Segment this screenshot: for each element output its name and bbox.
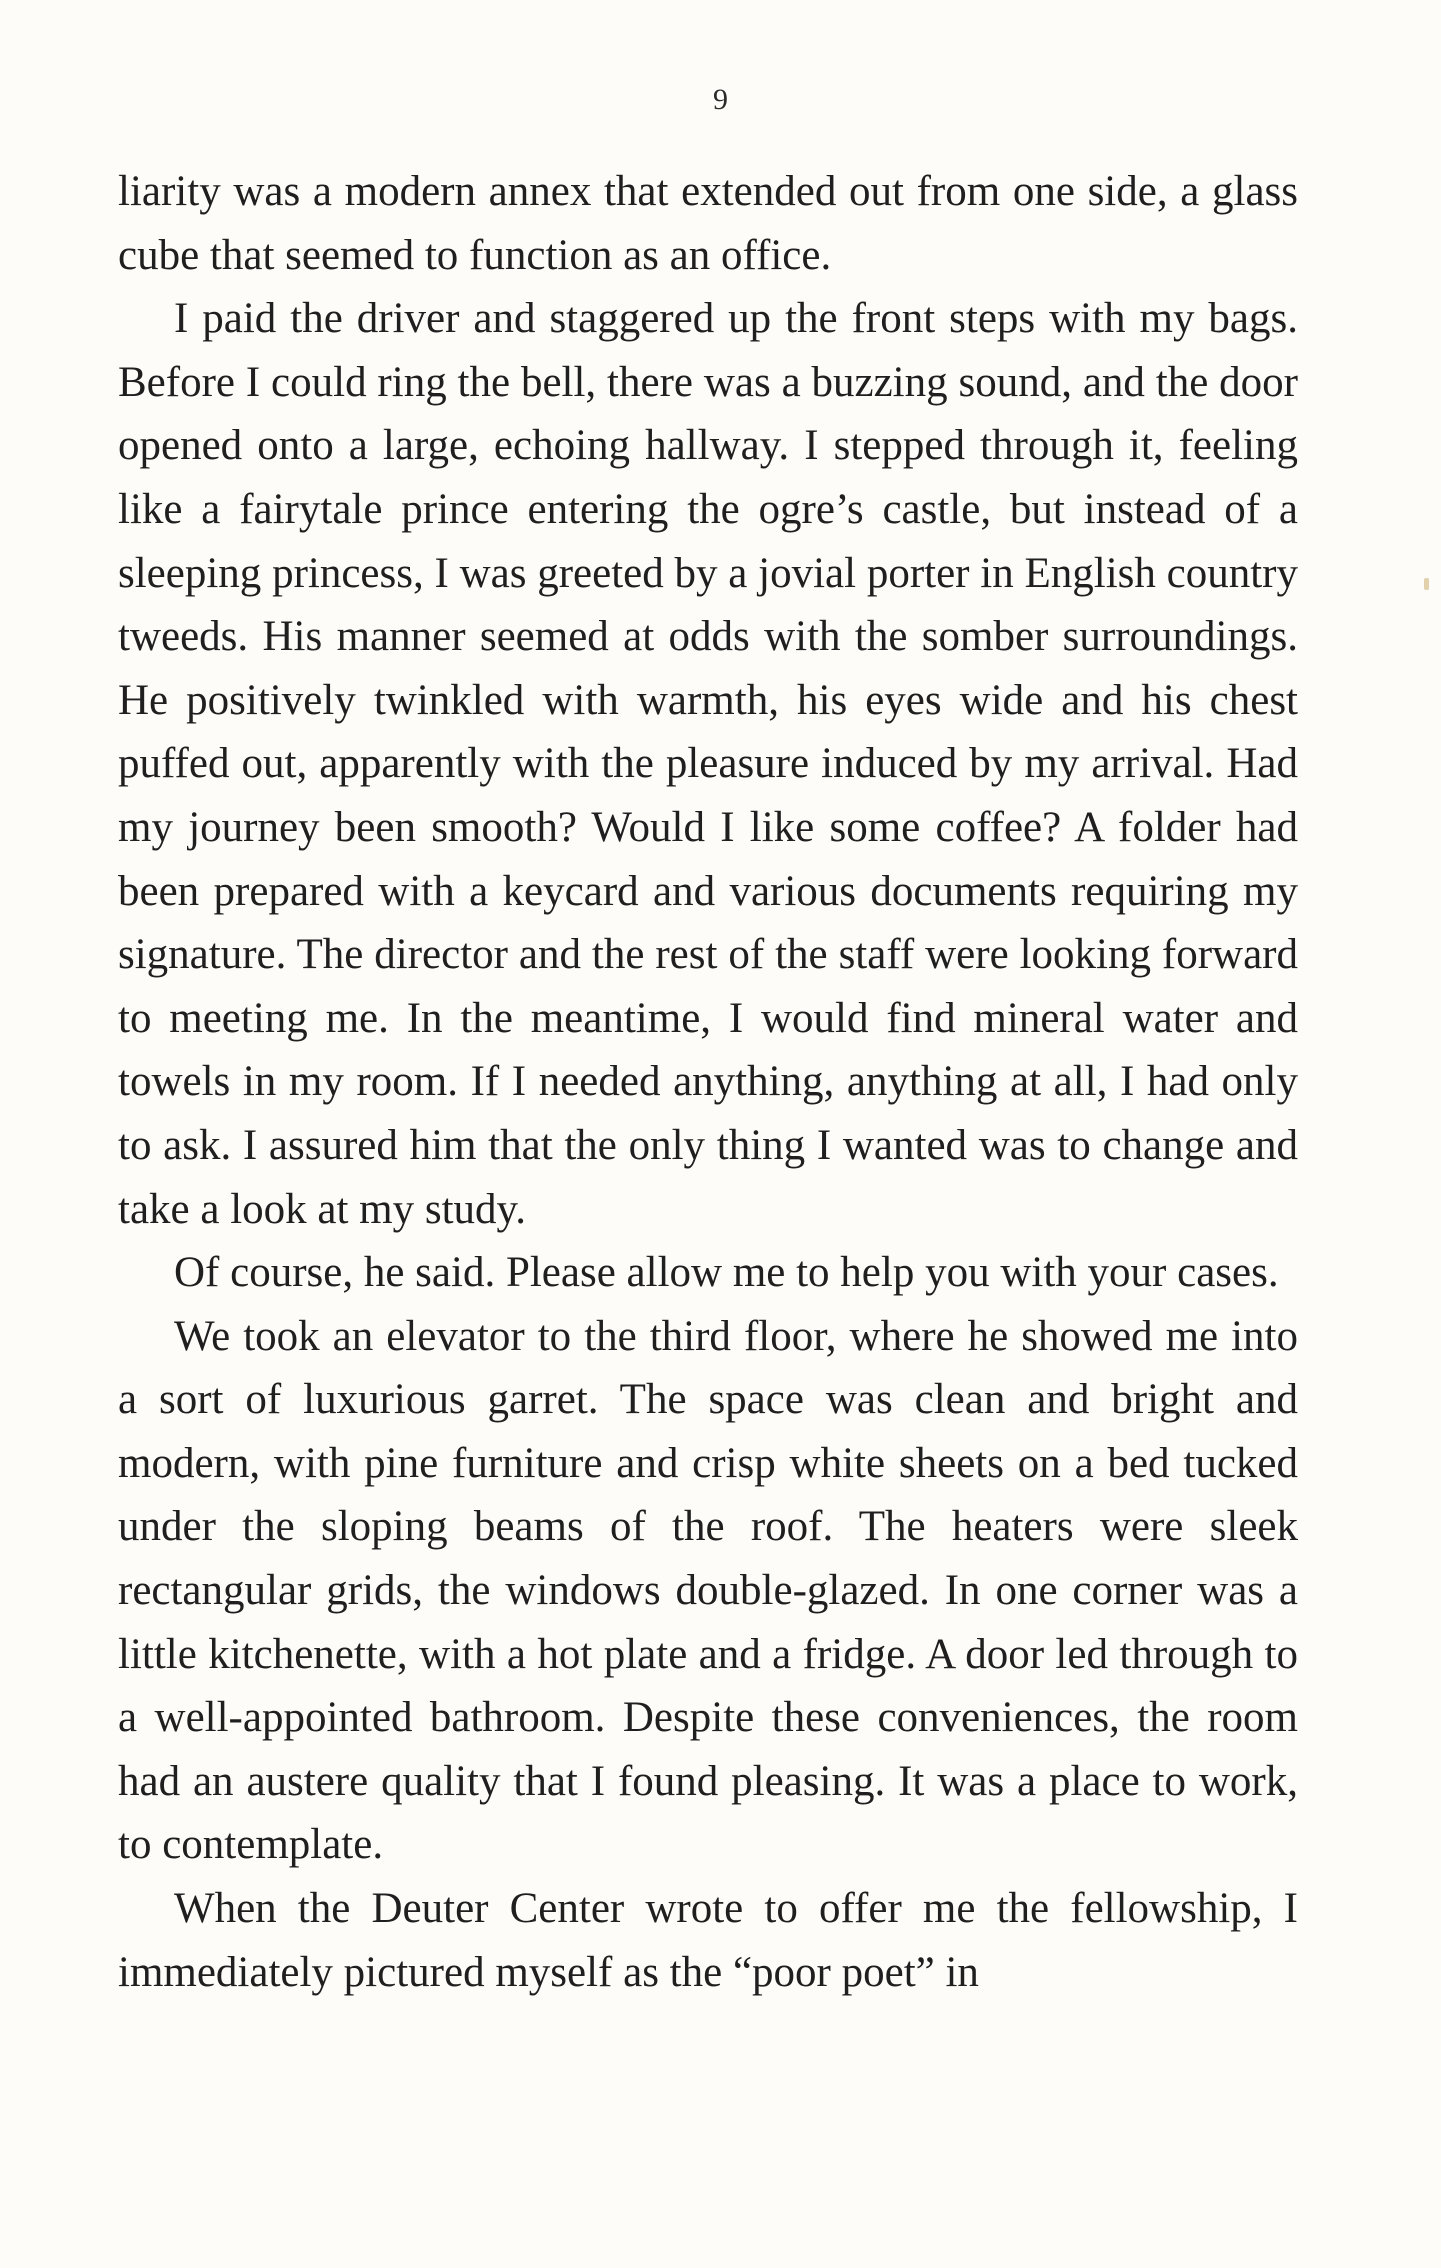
paragraph: liarity was a modern annex that extended out from one side, a glass cube that seemed to function as an office. [118,168,1298,279]
body-text [118,160,1298,2004]
page-number: 9 [713,83,728,116]
paragraph: We took an elevator to the third floor, where he showed me into a sort of luxurious garret. The space was clean and bright and modern, with pine furniture and crisp white sheets on a bed tucked under the sloping beams of the roof. The heaters were sleek rectangular grids, the windows double-glazed. In one corner was a little kitchenette, with a hot plate and a fridge. A door led through to a well-appointed bathroom. Despite these conveniences, the room had an austere quality that I found pleasing. It was a place to work, to contemplate. [118,1312,1298,1869]
paragraph: I paid the driver and staggered up the front steps with my bags. Before I could ring the bell, there was a buzzing sound, and the door opened onto a large, echoing hallway. I stepped through it, feeling like a fairytale prince entering the ogre’s castle, but instead of a sleeping princess, I was greeted by a jovial porter in English country tweeds. His manner seemed at odds with the somber surroundings. He positively twinkled with warmth, his eyes wide and his chest puffed out, apparently with the pleasure induced by my arrival. Had my journey been smooth? Would I like some coffee? A folder had been prepared with a keycard and various documents requiring my signature. The director and the rest of the staff were looking forward to meeting me. In the meantime, I would find mineral water and towels in my room. If I needed anything, anything at all, I had only to ask. I assured him that the only thing I wanted was to change and take a look at my study. [118,295,1298,1233]
paragraph: Of course, he said. Please allow me to help you with your cases. [174,1249,1279,1297]
margin-mark [1424,578,1429,590]
paragraph: When the Deuter Center wrote to offer me the fellowship, I immediately pictured myself as the “poor poet” in [118,1885,1298,1996]
